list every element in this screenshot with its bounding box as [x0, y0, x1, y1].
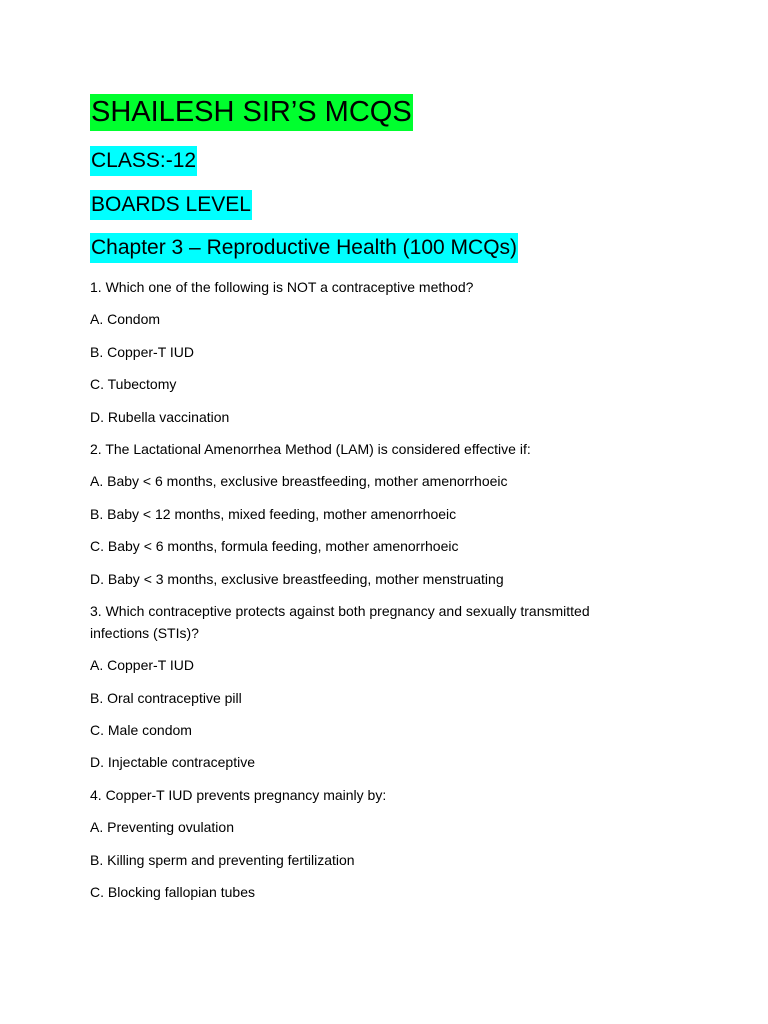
answer-option: B. Baby < 12 months, mixed feeding, mother amenorrhoeic [90, 505, 457, 522]
question-text: 3. Which contraceptive protects against both pregnancy and sexually transmitted infections (STIs)? [90, 602, 590, 641]
answer-option: A. Condom [90, 311, 161, 328]
answer-option: C. Blocking fallopian tubes [90, 884, 255, 901]
answer-option: C. Baby < 6 months, formula feeding, mother amenorrhoeic [90, 538, 459, 555]
answer-option: D. Baby < 3 months, exclusive breastfeeding, mother menstruating [90, 570, 504, 587]
answer-option: B. Killing sperm and preventing fertilization [90, 851, 355, 868]
document-title: SHAILESH SIR’S MCQS [90, 94, 413, 131]
answer-option: C. Tubectomy [90, 376, 177, 393]
level-heading: BOARDS LEVEL [90, 190, 252, 220]
answer-option: B. Oral contraceptive pill [90, 689, 242, 706]
answer-option: D. Rubella vaccination [90, 408, 230, 425]
answer-option: A. Preventing ovulation [90, 819, 234, 836]
answer-option: B. Copper-T IUD [90, 343, 194, 360]
question-text: 2. The Lactational Amenorrhea Method (LAM) is considered effective if: [90, 440, 531, 457]
answer-option: A. Copper-T IUD [90, 657, 194, 674]
answer-option: D. Injectable contraceptive [90, 754, 255, 771]
question-text: 4. Copper-T IUD prevents pregnancy mainly by: [90, 786, 387, 803]
answer-option: C. Male condom [90, 722, 192, 739]
class-heading: CLASS:-12 [90, 146, 197, 176]
answer-option: A. Baby < 6 months, exclusive breastfeeding, mother amenorrhoeic [90, 473, 508, 490]
question-list [90, 276, 630, 913]
chapter-heading: Chapter 3 – Reproductive Health (100 MCQs) [90, 233, 518, 263]
question-text: 1. Which one of the following is NOT a contraceptive method? [90, 279, 474, 295]
